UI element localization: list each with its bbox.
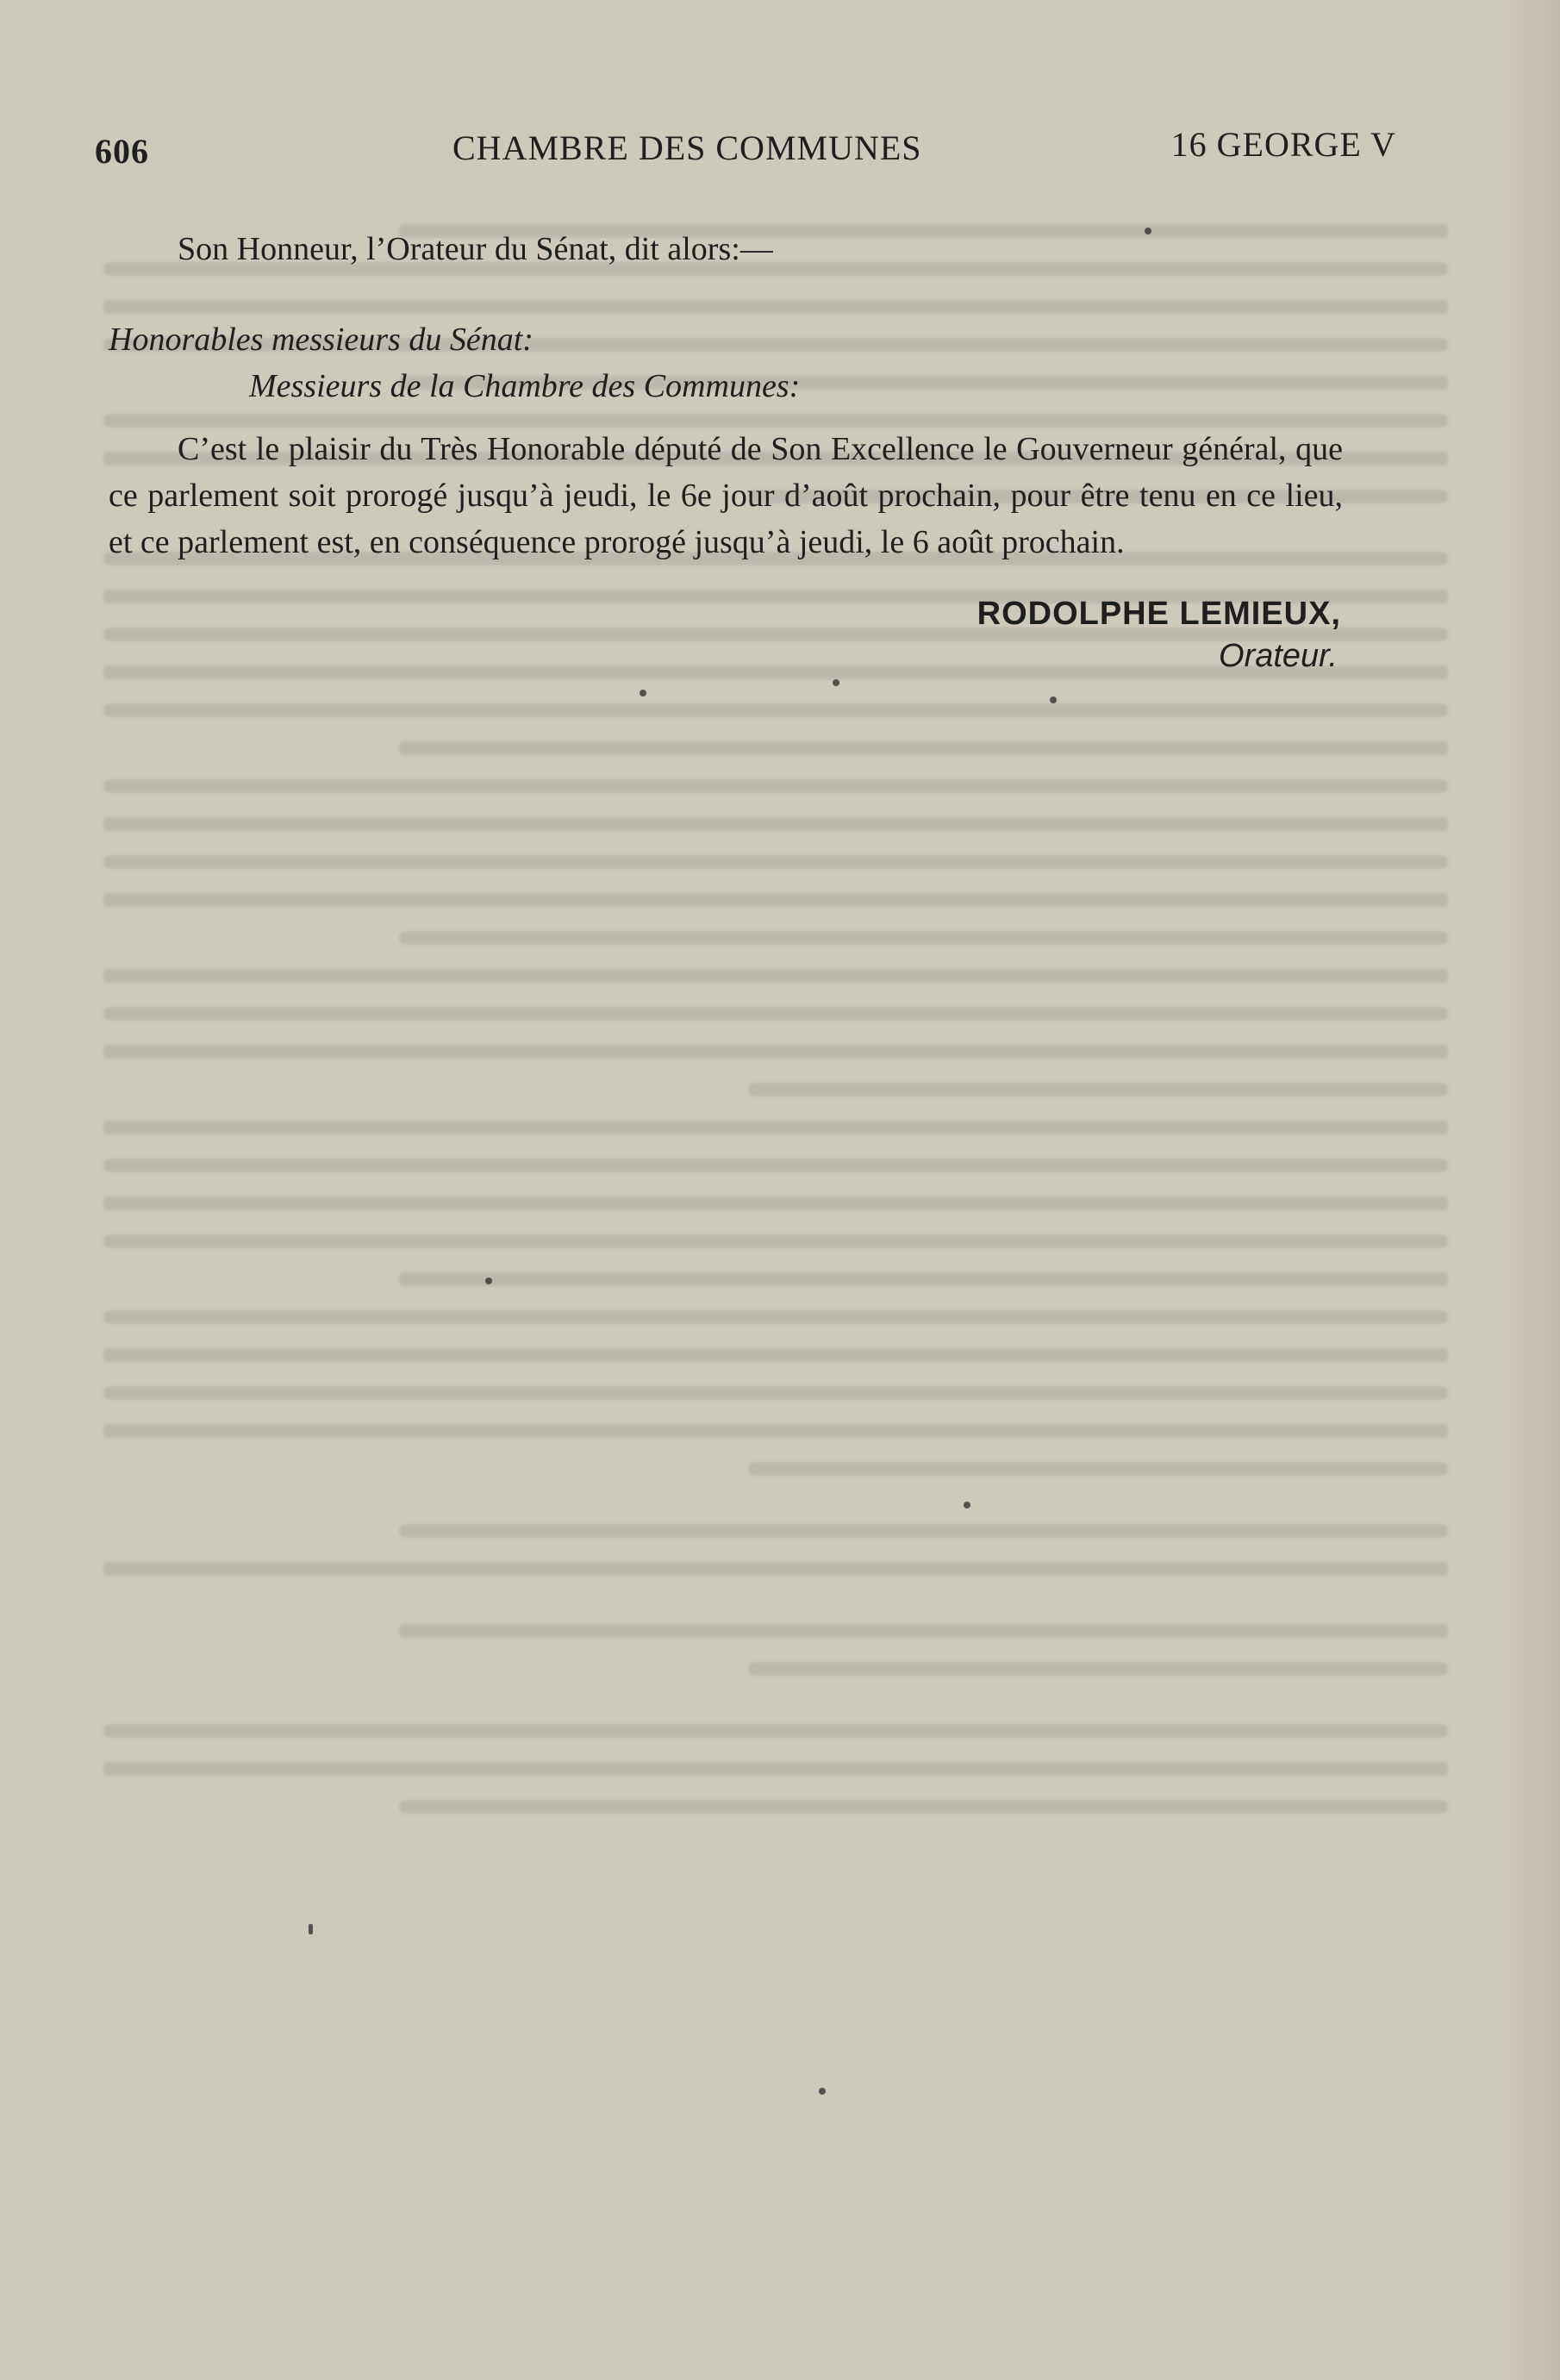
page-speck xyxy=(640,690,646,697)
signatory-name: RODOLPHE LEMIEUX, xyxy=(977,596,1341,632)
page-speck xyxy=(485,1277,492,1284)
intro-line: Son Honneur, l’Orateur du Sénat, dit alors:— xyxy=(178,231,773,267)
signatory-title: Orateur. xyxy=(1219,638,1338,674)
page-speck xyxy=(964,1502,970,1509)
page-speck xyxy=(819,2088,826,2095)
document-body xyxy=(109,228,1350,676)
prorogation-paragraph: C’est le plaisir du Très Honorable député de Son Excellence le Gouverneur général, que ce parlement soit prorogé jusqu’à jeudi, le 6e jour d’août prochain, pour être tenu en ce lieu, et ce parlement est, en conséquence prorogé jusqu’à jeudi, le 6 août prochain. xyxy=(109,431,1343,560)
page-header xyxy=(95,125,1396,179)
salutation-senate: Honorables messieurs du Sénat: xyxy=(109,322,534,358)
page-speck xyxy=(1050,697,1057,703)
page-edge-shadow xyxy=(1500,0,1560,2380)
page-speck xyxy=(1145,228,1151,234)
page-speck xyxy=(309,1924,313,1934)
salutation-commons: Messieurs de la Chambre des Communes: xyxy=(249,368,801,404)
page-speck xyxy=(833,679,839,686)
page-number: 606 xyxy=(95,132,149,171)
running-head: CHAMBRE DES COMMUNES xyxy=(452,128,922,167)
regnal-year: 16 GEORGE V xyxy=(1170,125,1396,164)
